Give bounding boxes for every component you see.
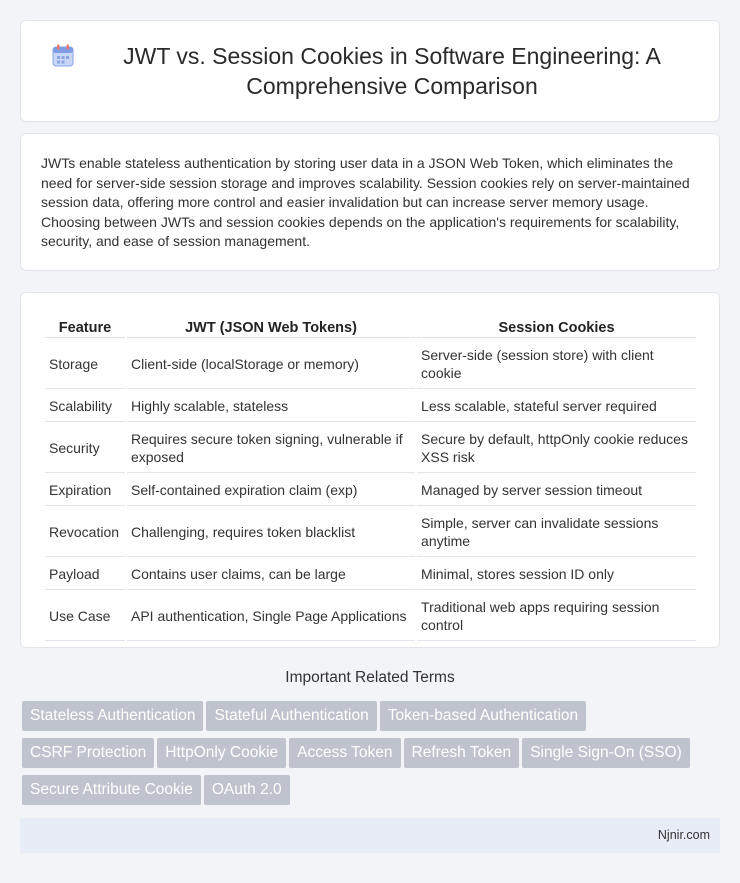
tag-refresh-token[interactable]: Refresh Token (404, 738, 520, 768)
session-cell: Less scalable, stateful server required (417, 391, 696, 422)
summary-card (20, 133, 720, 271)
table-row (45, 424, 696, 473)
table-row (45, 340, 696, 389)
feature-cell: Payload (45, 559, 125, 590)
session-cell: Managed by server session timeout (417, 475, 696, 506)
title-row (50, 41, 690, 101)
jwt-cell: Self-contained expiration claim (exp) (127, 475, 415, 506)
footer (20, 818, 720, 853)
calendar-icon (50, 43, 76, 69)
comparison-table-card (20, 292, 720, 648)
feature-cell: Expiration (45, 475, 125, 506)
tag-access-token[interactable]: Access Token (289, 738, 400, 768)
comparison-table (43, 315, 698, 643)
jwt-cell: Requires secure token signing, vulnerable if exposed (127, 424, 415, 473)
footer-site-link[interactable]: Njnir.com (657, 828, 710, 842)
jwt-cell: API authentication, Single Page Applications (127, 592, 415, 641)
tag-oauth-2[interactable]: OAuth 2.0 (204, 775, 290, 805)
session-cell: Traditional web apps requiring session control (417, 592, 696, 641)
feature-cell: Revocation (45, 508, 125, 557)
jwt-cell: Client-side (localStorage or memory) (127, 340, 415, 389)
table-row (45, 559, 696, 590)
summary-text: JWTs enable stateless authentication by storing user data in a JSON Web Token, which eliminates the need for server-side session storage and improves scalability. Session cookies rely on server-maintained session data, offering more control and easier invalidation but can increase server memory usage. Choosing between JWTs and session cookies depends on the application's requirements for scalability, security, and ease of session management. (41, 155, 690, 250)
feature-cell: Scalability (45, 391, 125, 422)
tag-csrf-protection[interactable]: CSRF Protection (22, 738, 154, 768)
session-cell: Server-side (session store) with client cookie (417, 340, 696, 389)
related-terms-heading: Important Related Terms (285, 669, 455, 686)
feature-cell: Security (45, 424, 125, 473)
tag-httponly-cookie[interactable]: HttpOnly Cookie (157, 738, 286, 768)
header-feature: Feature (45, 317, 125, 338)
tag-stateful-authentication[interactable]: Stateful Authentication (206, 701, 376, 731)
header-session: Session Cookies (417, 317, 696, 338)
feature-cell: Storage (45, 340, 125, 389)
session-cell: Minimal, stores session ID only (417, 559, 696, 590)
jwt-cell: Challenging, requires token blacklist (127, 508, 415, 557)
table-header-row (45, 317, 696, 338)
jwt-cell: Highly scalable, stateless (127, 391, 415, 422)
table-row (45, 475, 696, 506)
feature-cell: Use Case (45, 592, 125, 641)
table-row (45, 508, 696, 557)
table-row (45, 592, 696, 641)
session-cell: Simple, server can invalidate sessions anytime (417, 508, 696, 557)
tag-single-sign-on[interactable]: Single Sign-On (SSO) (522, 738, 690, 768)
page-title: JWT vs. Session Cookies in Software Engineering: A Comprehensive Comparison (123, 43, 661, 99)
session-cell: Secure by default, httpOnly cookie reduces XSS risk (417, 424, 696, 473)
tag-token-based-authentication[interactable]: Token-based Authentication (380, 701, 586, 731)
title-card (20, 20, 720, 122)
related-terms-list (22, 701, 722, 812)
jwt-cell: Contains user claims, can be large (127, 559, 415, 590)
table-row (45, 391, 696, 422)
tag-stateless-authentication[interactable]: Stateless Authentication (22, 701, 203, 731)
tag-secure-attribute-cookie[interactable]: Secure Attribute Cookie (22, 775, 201, 805)
header-jwt: JWT (JSON Web Tokens) (127, 317, 415, 338)
